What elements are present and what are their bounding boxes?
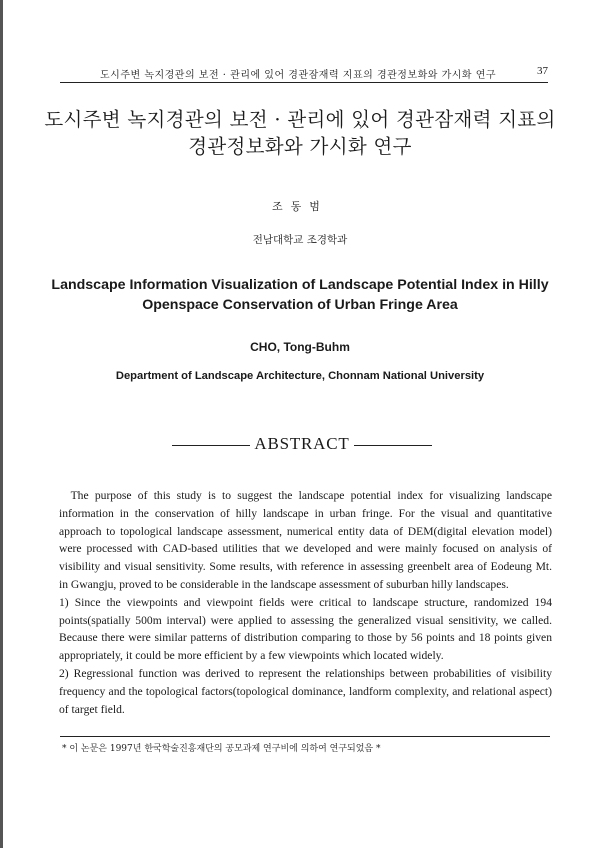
english-title-line1: Landscape Information Visualization of Landscape Potential Index in Hilly (51, 277, 549, 293)
korean-title (0, 106, 600, 160)
english-affiliation: Department of Landscape Architecture, Chonnam National University (115, 370, 485, 382)
english-title-line2: Openspace Conservation of Urban Fringe Area (142, 297, 458, 313)
abstract-heading (172, 434, 432, 458)
abstract-paragraph-intro: The purpose of this study is to suggest the landscape potential index for visualizing landscape information in the conservation of hilly landscape in urban fringe. For the visual and quantitative approach to topological landscape assessment, numerical entity data of DEM(digital elevation model) were processed with CAD-based utilities that we developed and were mainly focused on analysis of visibility and visual sensitivity. Some results, with reference in assessing greenbelt area of Eodeung Mt. in Gwangju, proved to be considerable in the landscape assessment of suburban hilly landscapes. (59, 489, 552, 591)
korean-title-line2: 경관정보화와 가시화 연구 (188, 135, 412, 158)
abstract-body (59, 487, 552, 718)
korean-affiliation: 전남대학교 조경학과 (252, 234, 348, 246)
abstract-paragraph-2: 2) Regressional function was derived to represent the relationships between probabilities of visibility frequency and the topological factors(topological dominance, landform complexity, and relational aspect) of target field. (59, 666, 552, 716)
footnote: * 이 논문은 1997년 한국학술진흥재단의 공모과제 연구비에 의하여 연구되었음 * (62, 744, 381, 754)
english-title (40, 275, 560, 315)
abstract-paragraph-1: 1) Since the viewpoints and viewpoint fields were critical to landscape structure, randomized 194 points(spatially 500m interval) were applied to assessing the generalized visual sensitivity, we called. Because there were similar patterns of distribution comparing to those by 56 points and 18 points given appropriately, it could be more efficient by a few viewpoints which located widely. (59, 595, 552, 663)
footnote-rule (60, 736, 550, 737)
running-header-title: 도시주변 녹지경관의 보전 · 관리에 있어 경관잠재력 지표의 경관정보화와 가시화 연구 (100, 70, 497, 81)
page-number: 37 (537, 65, 548, 77)
english-author: CHO, Tong-Buhm (250, 340, 350, 354)
korean-title-line1: 도시주변 녹지경관의 보전 · 관리에 있어 경관잠재력 지표의 (44, 108, 556, 131)
running-header (60, 64, 548, 83)
abstract-rule-right (354, 445, 432, 446)
korean-author: 조동범 (272, 200, 328, 213)
abstract-heading-text: ABSTRACT (254, 434, 350, 453)
